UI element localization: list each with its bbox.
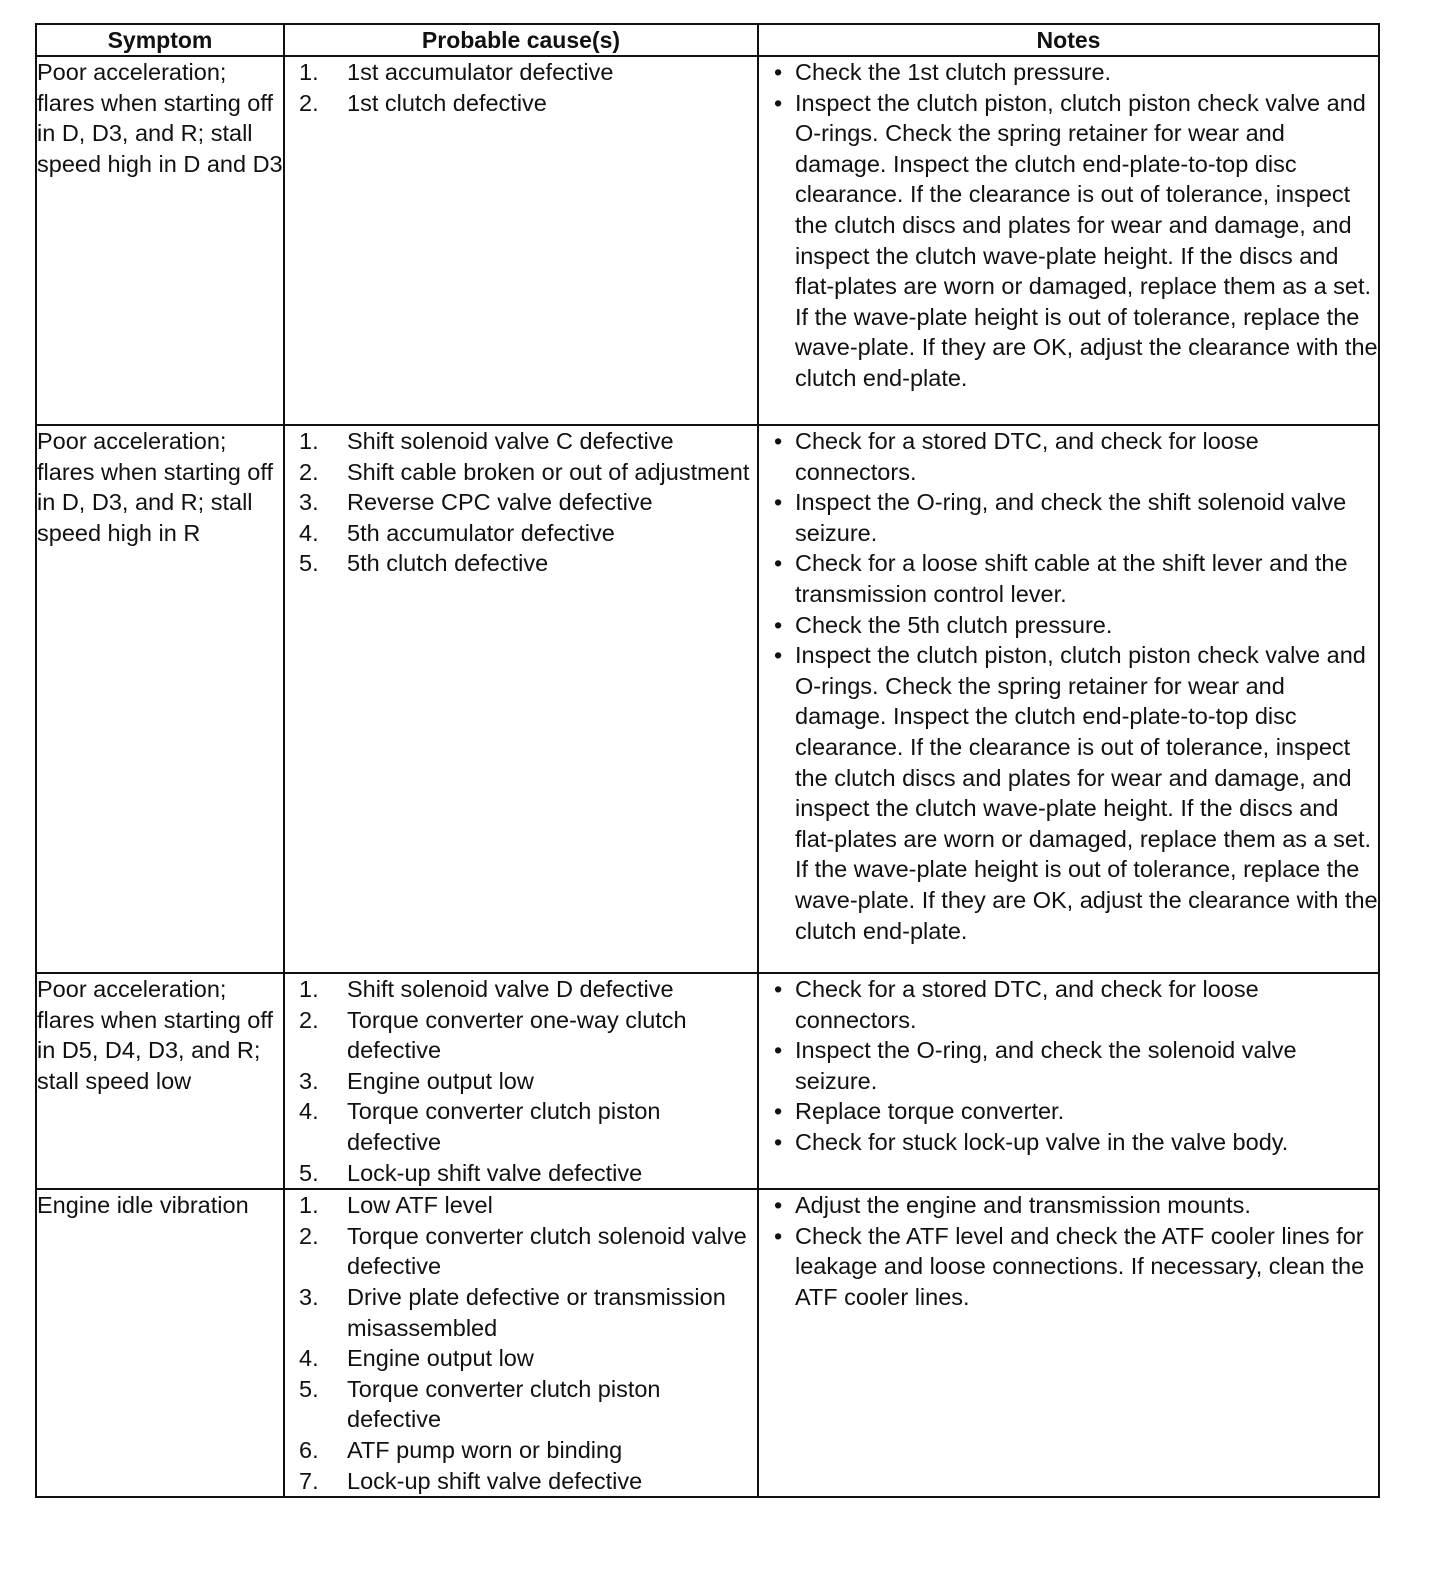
cause-item bbox=[285, 57, 757, 88]
cause-item bbox=[285, 1343, 757, 1374]
note-text: Check for a loose shift cable at the shift lever and the transmission control lever. bbox=[795, 550, 1348, 607]
table-row bbox=[36, 973, 1379, 1189]
cause-item bbox=[285, 487, 757, 518]
cause-number: 3. bbox=[299, 489, 319, 516]
note-text: Check for stuck lock-up valve in the valve body. bbox=[795, 1128, 1289, 1155]
cause-number: 2. bbox=[299, 1006, 319, 1033]
cause-number: 7. bbox=[299, 1467, 319, 1494]
cause-number: 1. bbox=[299, 976, 319, 1002]
cause-number: 5. bbox=[299, 1375, 319, 1402]
bullet-icon: • bbox=[774, 976, 783, 1002]
notes-cell bbox=[758, 1189, 1379, 1497]
cause-number: 4. bbox=[299, 1098, 319, 1125]
cause-item bbox=[285, 1221, 757, 1282]
note-item bbox=[759, 426, 1378, 487]
troubleshooting-sheet bbox=[35, 23, 1378, 1498]
cause-number: 2. bbox=[299, 1222, 319, 1249]
cause-item bbox=[285, 1158, 757, 1189]
note-item bbox=[759, 487, 1378, 548]
cause-number: 3. bbox=[299, 1067, 319, 1094]
symptom-cell: Poor acceleration; flares when starting off in D5, D4, D3, and R; stall speed low bbox=[36, 973, 284, 1189]
cause-text: Reverse CPC valve defective bbox=[347, 489, 653, 516]
note-item bbox=[759, 640, 1378, 946]
cause-item bbox=[285, 1374, 757, 1435]
table-row bbox=[36, 1189, 1379, 1497]
cause-text: Torque converter clutch piston defective bbox=[347, 1375, 661, 1433]
cause-text: 1st accumulator defective bbox=[347, 59, 614, 85]
cause-item bbox=[285, 88, 757, 119]
table-row bbox=[36, 425, 1379, 973]
cause-number: 5. bbox=[299, 1159, 319, 1186]
cause-number: 1. bbox=[299, 428, 319, 454]
note-item bbox=[759, 974, 1378, 1035]
causes-cell bbox=[284, 1189, 758, 1497]
troubleshooting-table bbox=[35, 23, 1380, 1498]
table-row bbox=[36, 56, 1379, 425]
cause-text: Lock-up shift valve defective bbox=[347, 1467, 643, 1494]
cause-item bbox=[285, 1190, 757, 1221]
note-item bbox=[759, 1190, 1378, 1221]
cause-text: Engine output low bbox=[347, 1345, 534, 1372]
causes-cell bbox=[284, 425, 758, 973]
cause-item bbox=[285, 518, 757, 549]
bullet-icon: • bbox=[774, 1222, 783, 1249]
causes-cell bbox=[284, 973, 758, 1189]
note-item bbox=[759, 1035, 1378, 1096]
cause-item bbox=[285, 974, 757, 1005]
cause-number: 1. bbox=[299, 59, 319, 85]
bullet-icon: • bbox=[774, 489, 783, 516]
cause-number: 5. bbox=[299, 550, 319, 577]
cause-item bbox=[285, 1466, 757, 1497]
cause-item bbox=[285, 548, 757, 579]
cause-item bbox=[285, 426, 757, 457]
note-item bbox=[759, 1221, 1378, 1313]
cause-text: Engine output low bbox=[347, 1067, 534, 1094]
header-row bbox=[36, 24, 1379, 56]
notes-cell bbox=[758, 973, 1379, 1189]
note-text: Inspect the O-ring, and check the solenoid valve seizure. bbox=[795, 1037, 1297, 1094]
cause-text: Drive plate defective or transmission misassembled bbox=[347, 1283, 726, 1341]
notes-cell bbox=[758, 56, 1379, 425]
cause-text: Lock-up shift valve defective bbox=[347, 1159, 643, 1186]
cause-item bbox=[285, 1282, 757, 1343]
note-text: Inspect the clutch piston, clutch piston check valve and O-rings. Check the spring retainer for wear and damage. Inspect the clutch end-plate-to-top disc clearance. If the clearance is out of tolerance, inspect the clutch discs and plates for wear and damage, and inspect the clutch wave-plate height. If the discs and flat-plates are worn or damaged, replace them as a set. If the wave-plate height is out of tolerance, replace the wave-plate. If they are OK, adjust the clearance with the clutch end-plate. bbox=[795, 89, 1378, 391]
cause-text: 5th clutch defective bbox=[347, 550, 549, 577]
note-item bbox=[759, 57, 1378, 88]
cause-text: Torque converter clutch solenoid valve defective bbox=[347, 1222, 747, 1280]
note-item bbox=[759, 88, 1378, 394]
cause-text: Low ATF level bbox=[347, 1192, 493, 1219]
cause-text: Torque converter one-way clutch defective bbox=[347, 1006, 687, 1064]
causes-cell bbox=[284, 56, 758, 425]
cause-number: 6. bbox=[299, 1436, 319, 1463]
symptom-cell: Poor acceleration; flares when starting off in D, D3, and R; stall speed high in D and D3 bbox=[36, 56, 284, 425]
cause-item bbox=[285, 1005, 757, 1066]
note-item bbox=[759, 548, 1378, 609]
note-text: Inspect the clutch piston, clutch piston check valve and O-rings. Check the spring retainer for wear and damage. Inspect the clutch end-plate-to-top disc clearance. If the clearance is out of tolerance, inspect the clutch discs and plates for wear and damage, and inspect the clutch wave-plate height. If the discs and flat-plates are worn or damaged, replace them as a set. If the wave-plate height is out of tolerance, replace the wave-plate. If they are OK, adjust the clearance with the clutch end-plate. bbox=[795, 642, 1378, 944]
cause-item bbox=[285, 1066, 757, 1097]
cause-number: 2. bbox=[299, 89, 319, 116]
note-text: Check the 1st clutch pressure. bbox=[795, 59, 1112, 85]
bullet-icon: • bbox=[774, 550, 783, 577]
bullet-icon: • bbox=[774, 1098, 783, 1125]
note-text: Check for a stored DTC, and check for loose connectors. bbox=[795, 428, 1259, 485]
bullet-icon: • bbox=[774, 1037, 783, 1064]
cause-text: 5th accumulator defective bbox=[347, 519, 615, 546]
cause-number: 4. bbox=[299, 1345, 319, 1372]
cause-text: 1st clutch defective bbox=[347, 89, 547, 116]
cause-text: Torque converter clutch piston defective bbox=[347, 1098, 661, 1155]
cause-text: Shift cable broken or out of adjustment bbox=[347, 458, 750, 485]
notes-cell bbox=[758, 425, 1379, 973]
note-text: Check for a stored DTC, and check for loose connectors. bbox=[795, 976, 1259, 1033]
cause-number: 1. bbox=[299, 1192, 319, 1219]
causes-header: Probable cause(s) bbox=[284, 24, 758, 56]
note-text: Inspect the O-ring, and check the shift solenoid valve seizure. bbox=[795, 489, 1347, 546]
note-item bbox=[759, 610, 1378, 641]
cause-number: 4. bbox=[299, 519, 319, 546]
cause-text: ATF pump worn or binding bbox=[347, 1436, 623, 1463]
note-text: Adjust the engine and transmission mounts. bbox=[795, 1192, 1251, 1219]
note-text: Replace torque converter. bbox=[795, 1098, 1065, 1125]
cause-number: 3. bbox=[299, 1283, 319, 1310]
bullet-icon: • bbox=[774, 611, 783, 638]
bullet-icon: • bbox=[774, 1128, 783, 1155]
cause-item bbox=[285, 457, 757, 488]
notes-header: Notes bbox=[758, 24, 1379, 56]
bullet-icon: • bbox=[774, 642, 783, 669]
symptom-cell: Poor acceleration; flares when starting off in D, D3, and R; stall speed high in R bbox=[36, 425, 284, 973]
cause-item bbox=[285, 1096, 757, 1157]
note-item bbox=[759, 1127, 1378, 1158]
cause-text: Shift solenoid valve D defective bbox=[347, 976, 674, 1002]
symptom-header: Symptom bbox=[36, 24, 284, 56]
bullet-icon: • bbox=[774, 1192, 783, 1219]
note-item bbox=[759, 1096, 1378, 1127]
cause-text: Shift solenoid valve C defective bbox=[347, 428, 674, 454]
note-text: Check the 5th clutch pressure. bbox=[795, 611, 1113, 638]
bullet-icon: • bbox=[774, 59, 783, 85]
cause-number: 2. bbox=[299, 458, 319, 485]
bullet-icon: • bbox=[774, 428, 783, 454]
bullet-icon: • bbox=[774, 89, 783, 116]
symptom-cell: Engine idle vibration bbox=[36, 1189, 284, 1497]
cause-item bbox=[285, 1435, 757, 1466]
note-text: Check the ATF level and check the ATF cooler lines for leakage and loose connections. If necessary, clean the ATF cooler lines. bbox=[795, 1222, 1365, 1310]
